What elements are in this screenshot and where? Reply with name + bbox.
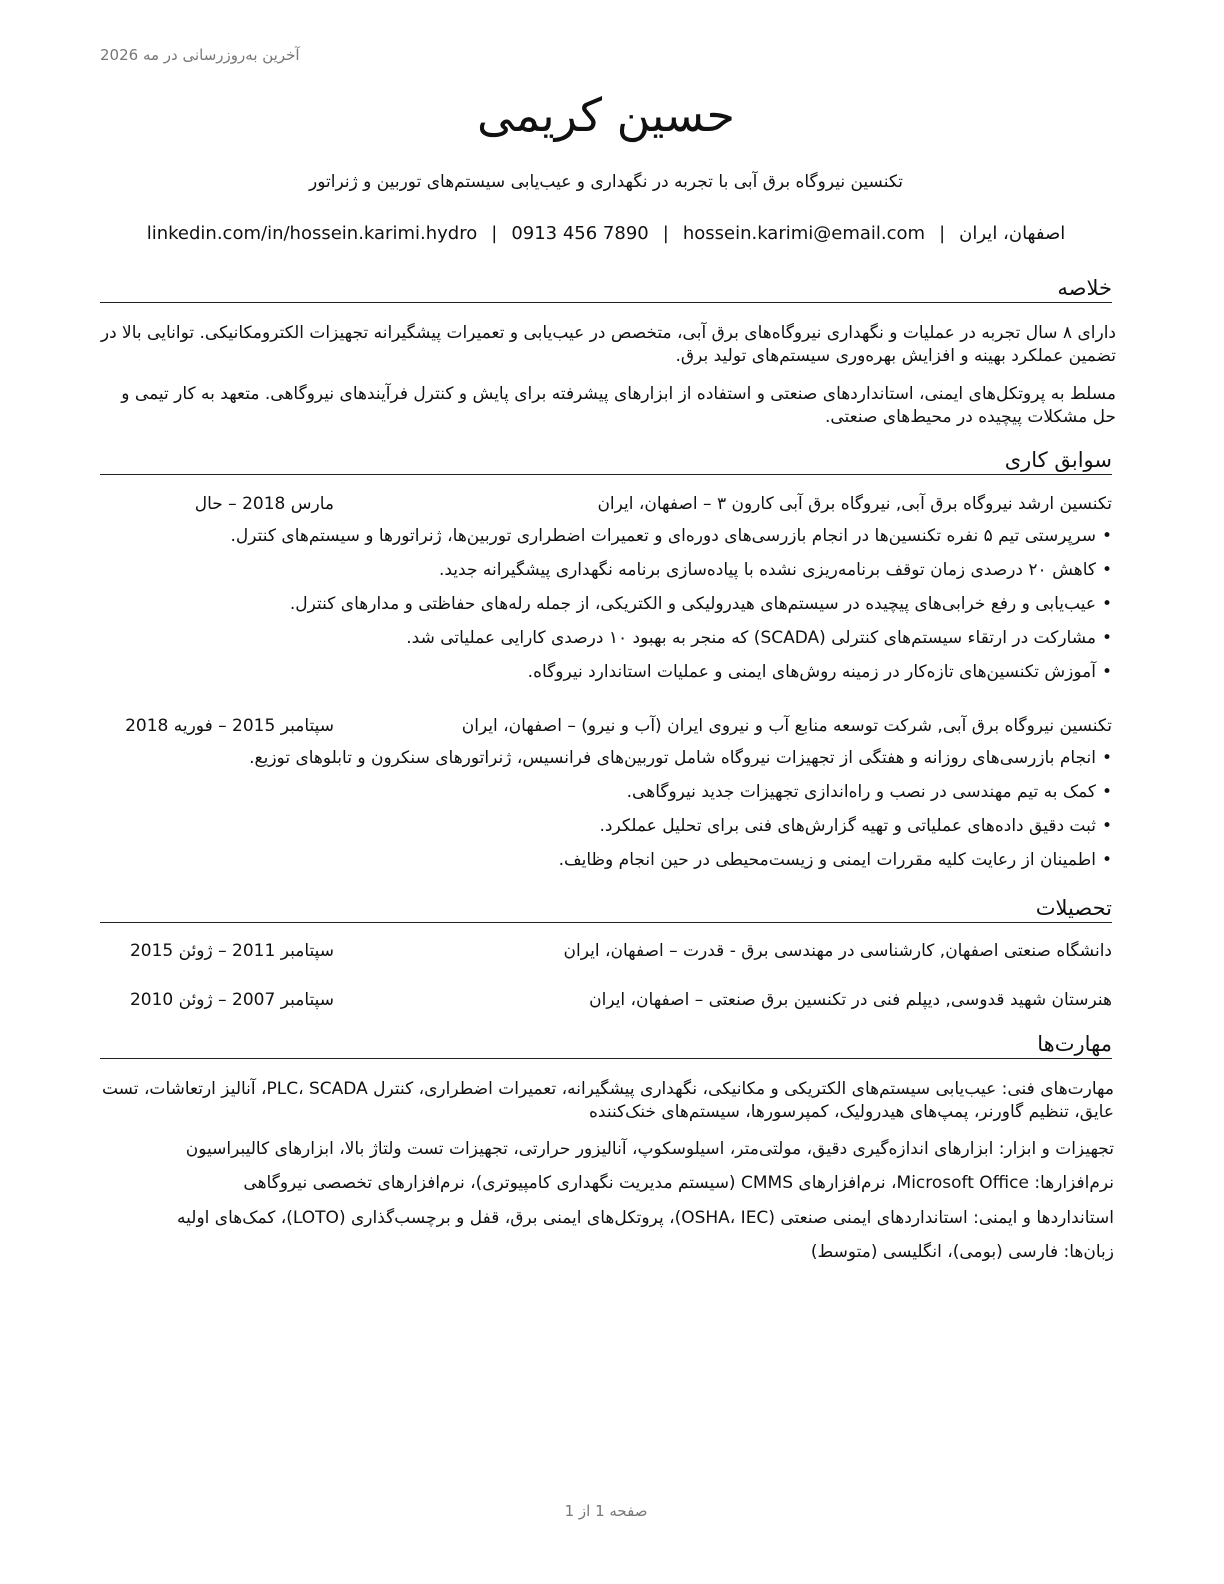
job-bullet: • آموزش تکنسین‌های تازه‌کار در زمینه روش‌های ایمنی و عملیات استاندارد نیروگاه. — [100, 660, 1112, 694]
education-entry — [100, 941, 1112, 965]
job-bullet: • کاهش ۲۰ درصدی زمان توقف برنامه‌ریزی نشده با پیاده‌سازی برنامه نگهداری پیشگیرانه جدید. — [100, 558, 1112, 592]
job-bullet: • اطمینان از رعایت کلیه مقررات ایمنی و زیست‌محیطی در حین انجام وظایف. — [100, 848, 1112, 882]
job-date: سپتامبر 2015 – فوریه 2018 — [125, 716, 334, 736]
skill-line: تجهیزات و ابزار: ابزارهای اندازه‌گیری دقیق، مولتی‌متر، اسیلوسکوپ، آنالیزور حرارتی، تجهیزات تست ولتاژ بالا، ابزارهای کالیبراسیون — [185, 1139, 1114, 1159]
summary-paragraph: دارای ۸ سال تجربه در عملیات و نگهداری نیروگاه‌های برق آبی، متخصص در عیب‌یابی و تعمیرات پیشگیرانه تجهیزات الکترومکانیکی. توانایی بالا در تضمین عملکرد بهینه و افزایش بهره‌وری سیستم‌های تولید برق. — [100, 323, 1116, 366]
education-date: سپتامبر 2011 – ژوئن 2015 — [129, 941, 334, 961]
education-title: هنرستان شهید قدوسی, دیپلم فنی در تکنسین برق صنعتی – اصفهان، ایران — [589, 990, 1112, 1010]
job-bullet: • مشارکت در ارتقاء سیستم‌های کنترلی (SCADA) که منجر به بهبود ۱۰ درصدی کارایی عملیاتی شد. — [100, 626, 1112, 660]
contact-location: اصفهان، ایران — [959, 223, 1066, 244]
job-header — [100, 716, 1112, 740]
experience-heading: سوابق کاری — [100, 448, 1112, 475]
job-title: تکنسین ارشد نیروگاه برق آبی, نیروگاه برق آبی کارون ۳ – اصفهان، ایران — [597, 494, 1112, 514]
education-title: دانشگاه صنعتی اصفهان, کارشناسی در مهندسی برق - قدرت – اصفهان، ایران — [563, 941, 1112, 961]
job-date: مارس 2018 – حال — [194, 494, 334, 514]
skill-line: مهارت‌های فنی: عیب‌یابی سیستم‌های الکتریکی و مکانیکی، نگهداری پیشگیرانه، تعمیرات اضطراری، کنترل PLC، SCADA، آنالیز ارتعاشات، تست عایق، تنظیم گاورنر، پمپ‌های هیدرولیک، کمپرسورها، سیستم‌های خنک‌کننده — [101, 1079, 1114, 1122]
page-number: صفحه 1 از 1 — [564, 1502, 648, 1520]
job-bullet: • سرپرستی تیم ۵ نفره تکنسین‌ها در انجام بازرسی‌های دوره‌ای و تعمیرات اضطراری توربین‌ها، ژنراتورها و سیستم‌های کنترل. — [100, 524, 1112, 558]
last-updated-note: آخرین به‌روزرسانی در مه 2026 — [100, 46, 300, 64]
job-bullet-list — [100, 524, 1112, 694]
skill-line: زبان‌ها: فارسی (بومی)، انگلیسی (متوسط) — [810, 1242, 1114, 1262]
contact-phone[interactable]: 0913 456 7890 — [511, 223, 649, 244]
job-bullet-list — [100, 746, 1112, 882]
professional-headline: تکنسین نیروگاه برق آبی با تجربه در نگهداری و عیب‌یابی سیستم‌های توربین و ژنراتور — [309, 172, 903, 192]
education-date: سپتامبر 2007 – ژوئن 2010 — [129, 990, 334, 1010]
contact-separator: | — [662, 223, 669, 244]
contact-linkedin[interactable]: linkedin.com/in/hossein.karimi.hydro — [146, 223, 478, 244]
contact-email[interactable]: hossein.karimi@email.com — [682, 223, 926, 244]
summary-paragraph: مسلط به پروتکل‌های ایمنی، استانداردهای صنعتی و استفاده از ابزارهای پیشرفته برای پایش و کنترل فرآیندهای نیروگاهی. متعهد به کار تیمی و حل مشکلات پیچیده در محیط‌های صنعتی. — [121, 384, 1116, 427]
contact-line — [100, 223, 1112, 244]
contact-separator: | — [939, 223, 946, 244]
candidate-name: حسین کریمی — [476, 88, 735, 142]
contact-separator: | — [491, 223, 498, 244]
job-bullet: • ثبت دقیق داده‌های عملیاتی و تهیه گزارش‌های فنی برای تحلیل عملکرد. — [100, 814, 1112, 848]
job-header — [100, 494, 1112, 518]
skill-line: نرم‌افزارها: Microsoft Office، نرم‌افزارهای CMMS (سیستم مدیریت نگهداری کامپیوتری)، نرم‌افزارهای تخصصی نیروگاهی — [243, 1173, 1114, 1193]
summary-heading: خلاصه — [100, 276, 1112, 303]
education-entry — [100, 990, 1112, 1014]
skill-line: استانداردها و ایمنی: استانداردهای ایمنی صنعتی (OSHA، IEC)، پروتکل‌های ایمنی برق، قفل و برچسب‌گذاری (LOTO)، کمک‌های اولیه — [177, 1208, 1114, 1228]
job-bullet: • کمک به تیم مهندسی در نصب و راه‌اندازی تجهیزات جدید نیروگاهی. — [100, 780, 1112, 814]
education-heading: تحصیلات — [100, 896, 1112, 923]
job-bullet: • عیب‌یابی و رفع خرابی‌های پیچیده در سیستم‌های هیدرولیکی و الکتریکی، از جمله رله‌های حفاظتی و مدارهای کنترل. — [100, 592, 1112, 626]
job-title: تکنسین نیروگاه برق آبی, شرکت توسعه منابع آب و نیروی ایران (آب و نیرو) – اصفهان، ایران — [461, 716, 1112, 736]
job-bullet: • انجام بازرسی‌های روزانه و هفتگی از تجهیزات نیروگاه شامل توربین‌های فرانسیس، ژنراتورهای سنکرون و تابلوهای توزیع. — [100, 746, 1112, 780]
skills-heading: مهارت‌ها — [100, 1032, 1112, 1059]
resume-page — [100, 0, 1116, 1584]
